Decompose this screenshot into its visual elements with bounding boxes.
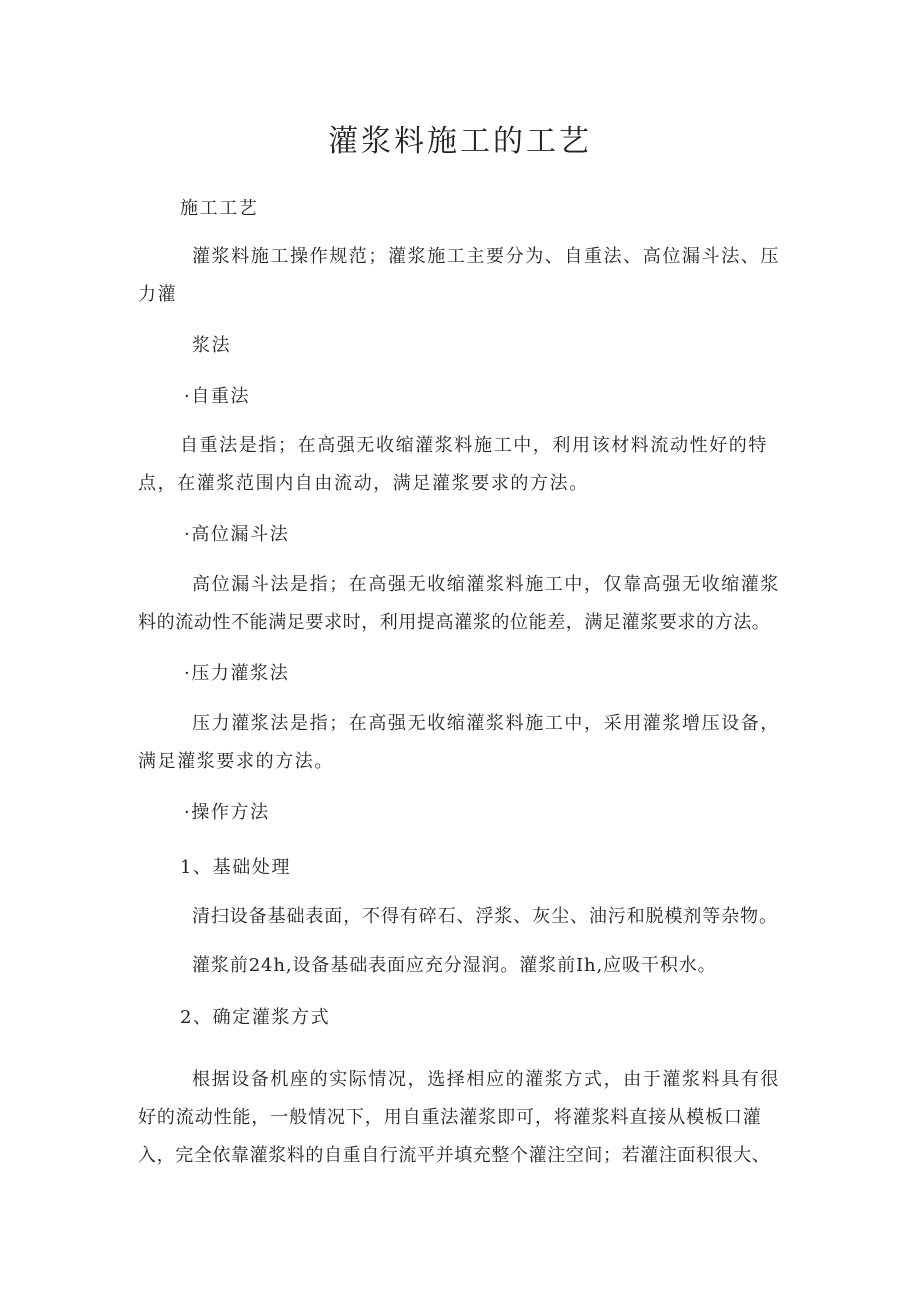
paragraph-line: 好的流动性能，一般情况下，用自重法灌浆即可，将灌浆料直接从模板口灌 bbox=[138, 1107, 762, 1128]
paragraph-line: 自重法是指；在高强无收缩灌浆料施工中，利用该材料流动性好的特 bbox=[180, 435, 768, 456]
paragraph-line: 根据设备机座的实际情况，选择相应的灌浆方式，由于灌浆料具有很 bbox=[192, 1069, 780, 1090]
bullet-heading-funnel-method: ·高位漏斗法 bbox=[184, 524, 290, 545]
paragraph-line: 灌浆前24h,设备基础表面应充分湿润。灌浆前Ih,应吸干积水。 bbox=[192, 955, 717, 976]
numbered-heading-foundation-treatment: 1、基础处理 bbox=[180, 857, 292, 878]
paragraph-line: 料的流动性不能满足要求时，利用提高灌浆的位能差，满足灌浆要求的方法。 bbox=[138, 612, 771, 633]
paragraph-line: 满足灌浆要求的方法。 bbox=[138, 751, 334, 772]
paragraph-line: 点，在灌浆范围内自由流动，满足灌浆要求的方法。 bbox=[138, 473, 589, 494]
section-heading-construction-process: 施工工艺 bbox=[180, 198, 259, 219]
paragraph-line: 压力灌浆法是指；在高强无收缩灌浆料施工中，采用灌浆增压设备， bbox=[192, 713, 780, 734]
bullet-heading-gravity-method: ·自重法 bbox=[184, 386, 251, 407]
paragraph-line: 力灌 bbox=[138, 284, 178, 305]
paragraph-line: 灌浆料施工操作规范；灌浆施工主要分为、自重法、高位漏斗法、压 bbox=[192, 246, 780, 267]
bullet-heading-pressure-method: ·压力灌浆法 bbox=[184, 663, 290, 684]
paragraph-line: 高位漏斗法是指；在高强无收缩灌浆料施工中，仅靠高强无收缩灌浆 bbox=[192, 574, 780, 595]
paragraph-line: 浆法 bbox=[192, 335, 232, 356]
document-title: 灌浆料施工的工艺 bbox=[328, 124, 592, 159]
paragraph-line: 入，完全依靠灌浆料的自重自行流平并填充整个灌注空间；若灌注面积很大、 bbox=[138, 1145, 771, 1166]
numbered-heading-grouting-method: 2、确定灌浆方式 bbox=[180, 1007, 331, 1028]
bullet-heading-operation-method: ·操作方法 bbox=[184, 802, 270, 823]
paragraph-line: 清扫设备基础表面，不得有碎石、浮浆、灰尘、油污和脱模剂等杂物。 bbox=[192, 906, 778, 927]
